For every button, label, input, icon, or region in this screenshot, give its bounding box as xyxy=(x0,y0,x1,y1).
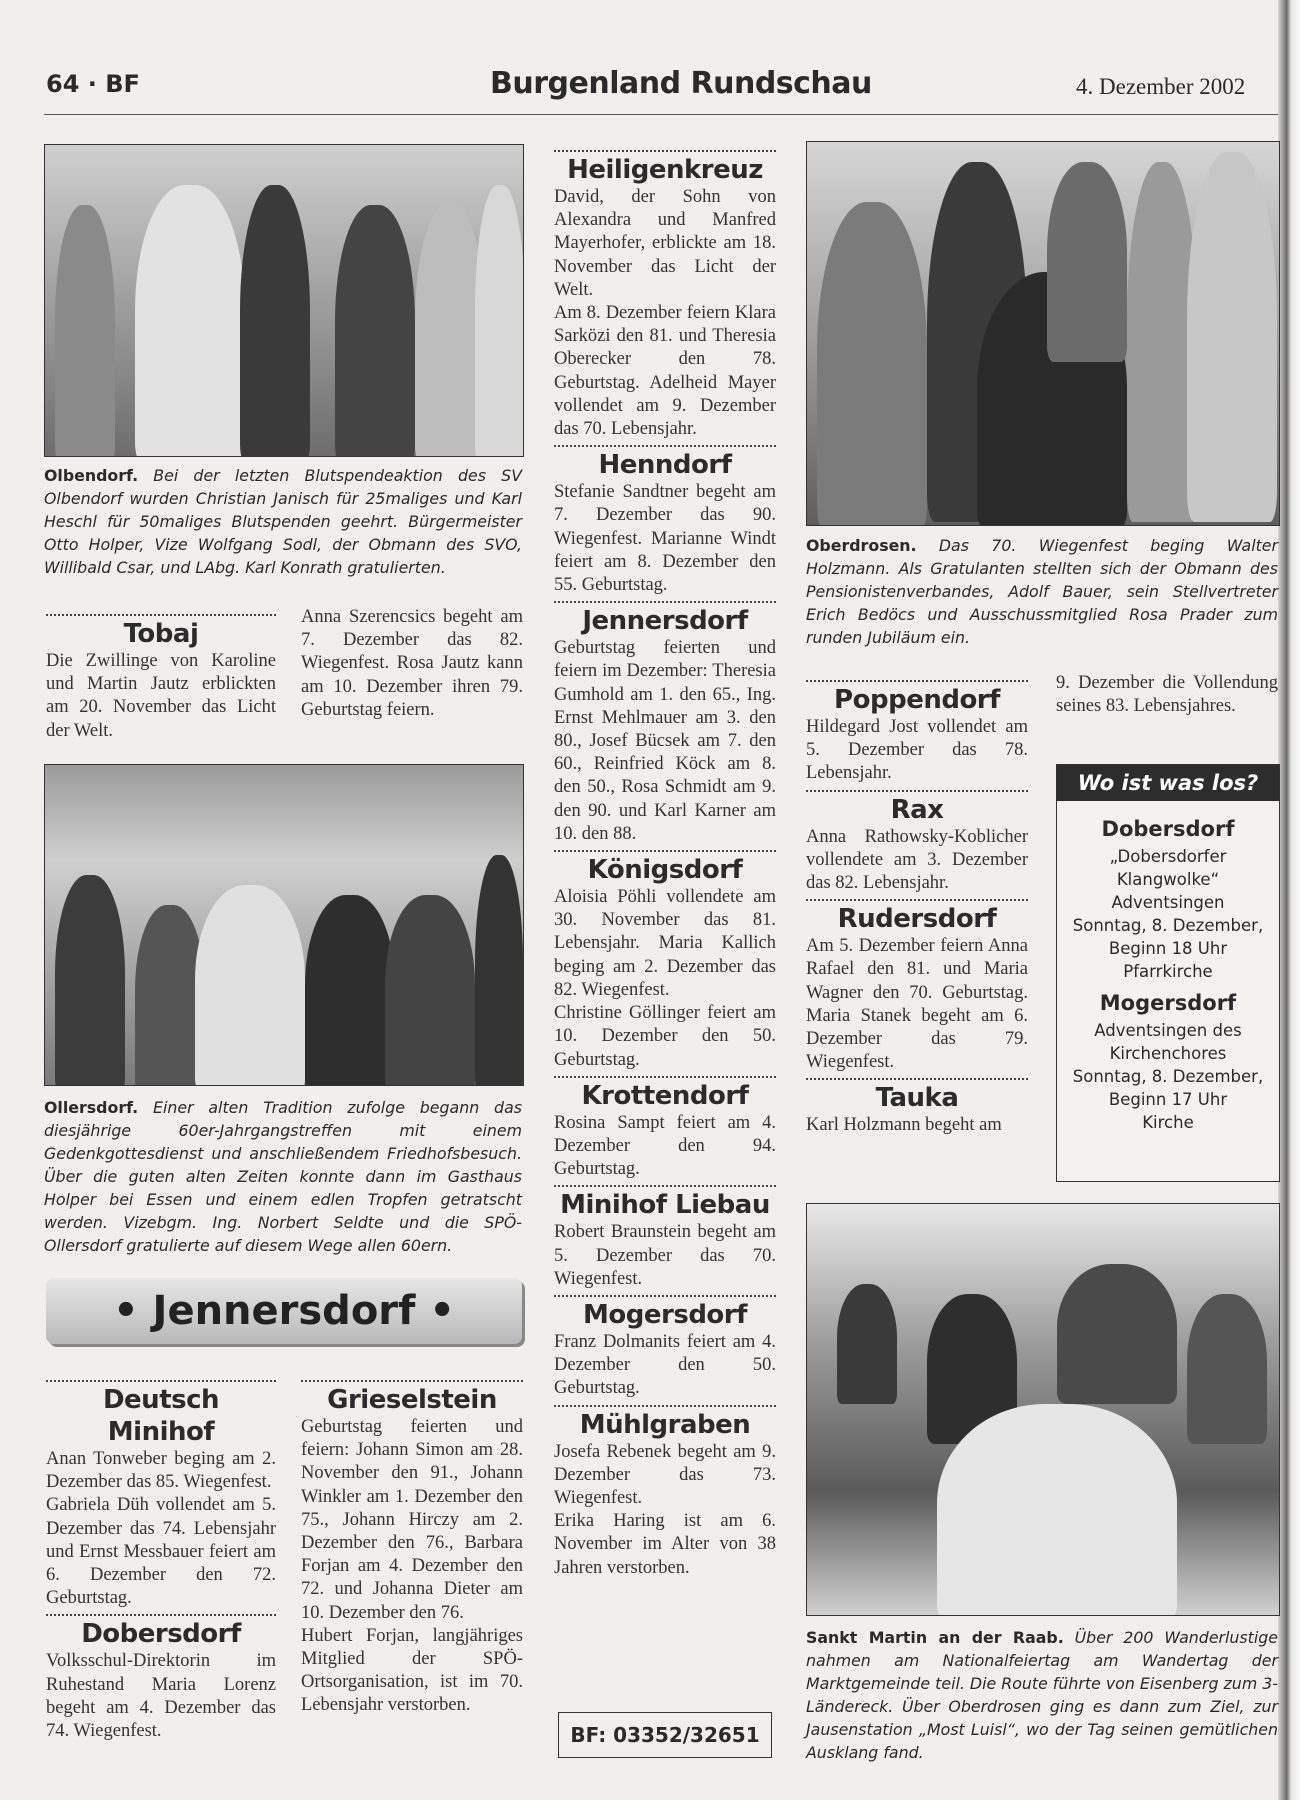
section-title: Dobersdorf xyxy=(81,1619,241,1650)
events-box xyxy=(1056,764,1280,1182)
section-minihof-liebau xyxy=(554,1185,776,1291)
section-text: Am 8. Dezember feiern Klara Sarközi den 81. und Theresia Oberecker den 78. Geburtstag. Adelheid Mayer vollendet am 9. Dezember das 70. Lebensjahr. xyxy=(554,303,776,440)
section-text: Volksschul-Direktorin im Ruhestand Maria Lorenz begeht am 4. Dezember das 74. Wiegenfest. xyxy=(46,1651,276,1742)
dotted-divider xyxy=(554,150,776,152)
dotted-divider xyxy=(554,1295,776,1297)
section-text: Anna Szerencsics begeht am 7. Dezember das 82. Wiegenfest. Rosa Jautz kann am 10. Dezember ihren 79. Geburtstag feiern. xyxy=(301,607,523,720)
page-number: 64 · BF xyxy=(46,70,140,98)
section-title: Henndorf xyxy=(598,450,732,481)
section-text: Stefanie Sandtner begeht am 7. Dezember das 90. Wiegenfest. Marianne Windt feiert am 8. Dezember den 55. Geburtstag. xyxy=(554,482,776,596)
event-line: Sonntag, 8. Dezember, xyxy=(1072,1067,1264,1086)
dotted-divider xyxy=(554,445,776,447)
section-rax xyxy=(806,790,1028,896)
caption-place: Ollersdorf. xyxy=(44,1098,139,1117)
caption-place: Sankt Martin an der Raab. xyxy=(806,1628,1064,1647)
section-title: Königsdorf xyxy=(587,855,743,886)
page-edge xyxy=(1278,0,1300,1800)
section-title: Tauka xyxy=(875,1083,959,1114)
header-rule xyxy=(44,114,1278,115)
section-text: Anna Rathowsky-Koblicher vollendete am 3. Dezember das 82. Lebensjahr. xyxy=(806,826,1028,894)
section-poppendorf xyxy=(806,680,1028,786)
section-text: Karl Holzmann begeht am xyxy=(806,1115,1002,1136)
section-rudersdorf xyxy=(806,899,1028,1074)
ollersdorf-caption xyxy=(44,1096,522,1257)
col3-left xyxy=(806,676,1028,1138)
region-banner: • Jennersdorf • xyxy=(46,1278,522,1344)
section-title: Deutsch Minihof xyxy=(102,1385,220,1447)
caption-text: Einer alten Tradition zufolge begann das diesjährige 60er-Jahrgangstreffen mit einem Gedenkgottesdienst und anschließendem Friedhofsbesuch. Über die guten alten Zeiten konnte dann im Gasthaus Holper bei Essen und einem edlen Tropfen getratscht werden. Vizebgm. Ing. Norbert Seldte und die SPÖ-Ollersdorf gratulierte auf diesem Wege allen 60ern. xyxy=(44,1098,522,1255)
newspaper-title: Burgenland Rundschau xyxy=(490,66,872,101)
dotted-divider xyxy=(806,899,1028,901)
event-line: Adventsingen des xyxy=(1094,1021,1242,1040)
dotted-divider xyxy=(301,1380,523,1382)
section-text: Die Zwillinge von Karoline und Martin Jautz erblickten am 20. November das Licht der Welt. xyxy=(46,651,276,741)
dotted-divider xyxy=(806,1078,1028,1080)
dotted-divider xyxy=(554,601,776,603)
dotted-divider xyxy=(554,1405,776,1407)
section-grieselstein xyxy=(301,1380,523,1718)
event-line: Sonntag, 8. Dezember, xyxy=(1072,916,1264,935)
section-text: Franz Dolmanits feiert am 4. Dezember den 50. Geburtstag. xyxy=(554,1331,776,1399)
sankt-martin-caption xyxy=(806,1626,1278,1764)
section-text: Josefa Rebenek begeht am 9. Dezember das 73. Wiegenfest. xyxy=(554,1441,776,1508)
caption-place: Oberdrosen. xyxy=(806,536,917,555)
section-text: 9. Dezember die Vollendung seines 83. Lebensjahres. xyxy=(1056,673,1278,717)
section-tobaj xyxy=(46,610,276,743)
event-line: Beginn 17 Uhr xyxy=(1108,1090,1228,1109)
olbendorf-photo xyxy=(44,144,524,457)
section-text: Am 5. Dezember feiern Anna Rafael den 81. und Maria Wagner den 70. Geburtstag. Maria Stanek begeht am 6. Dezember das 79. Wiegenfest. xyxy=(806,936,1028,1073)
section-deutsch-minihof xyxy=(46,1380,276,1610)
col2 xyxy=(554,146,776,1580)
section-text: Hubert Forjan, langjähriges Mitglied der SPÖ-Ortsorganisation, ist im 70. Lebensjahr verstorben. xyxy=(301,1625,523,1716)
olbendorf-caption xyxy=(44,464,522,579)
section-dobersdorf xyxy=(46,1614,276,1743)
section-title: Grieselstein xyxy=(327,1385,497,1415)
oberdrosen-caption xyxy=(806,534,1278,649)
section-königsdorf xyxy=(554,850,776,1072)
dotted-divider xyxy=(46,1614,276,1616)
section-title: Heiligenkreuz xyxy=(567,155,763,185)
caption-text: Über 200 Wanderlustige nahmen am Nationalfeiertag am Wandertag der Marktgemeinde teil. Die Route führte von Eisenberg zum 3-Ländereck. Über Oberdrosen ging es dann zum Ziel, zur Jausenstation „Most Luisl“, wo der Tag seinen gemütlichen Ausklang fand. xyxy=(806,1628,1278,1762)
section-title: Rudersdorf xyxy=(837,904,997,935)
tauka-continued xyxy=(1056,672,1278,718)
section-title: Minihof Liebau xyxy=(560,1190,770,1221)
section-text: Gabriela Düh vollendet am 5. Dezember das 74. Lebensjahr und Ernst Messbauer feiert am 6. Dezember den 72. Geburtstag. xyxy=(46,1495,276,1609)
col1-left xyxy=(46,1376,276,1743)
dotted-divider xyxy=(554,1076,776,1078)
dotted-divider xyxy=(806,790,1028,792)
event-line: Pfarrkirche xyxy=(1123,962,1213,981)
event-line: „Dobersdorfer xyxy=(1109,847,1227,866)
caption-text: Bei der letzten Blutspendeaktion des SV Olbendorf wurden Christian Janisch für 25maliges und Karl Heschl für 50maliges Blutspenden geehrt. Bürgermeister Otto Holper, Vize Wolfgang Sodl, der Obmann des SVO, Willibald Csar, und LAbg. Karl Konrath gratulierten. xyxy=(44,466,523,577)
sankt-martin-photo xyxy=(806,1203,1280,1616)
event-place: Mogersdorf xyxy=(1099,991,1237,1015)
phone-box: BF: 03352/32651 xyxy=(558,1712,772,1758)
events-box-title: Wo ist was los? xyxy=(1057,765,1279,801)
section-tauka xyxy=(806,1078,1028,1137)
dotted-divider xyxy=(554,1185,776,1187)
ollersdorf-photo xyxy=(44,764,524,1086)
section-title: Rax xyxy=(890,794,944,825)
section-text: Aloisia Pöhli vollendete am 30. November das 81. Lebensjahr. Maria Kallich beging am 2. Dezember das 82. Wiegenfest. xyxy=(554,887,776,1000)
section-text: Christine Göllinger feiert am 10. Dezember den 50. Geburtstag. xyxy=(554,1003,776,1070)
section-tobaj-continued xyxy=(301,606,523,722)
section-heiligenkreuz xyxy=(554,150,776,441)
dotted-divider xyxy=(554,850,776,852)
event-line: Beginn 18 Uhr xyxy=(1108,939,1228,958)
section-title: Jennersdorf xyxy=(582,606,748,637)
section-text: Geburtstag feierten und feiern im Dezember: Theresia Gumhold am 1. den 65., Ing. Ernst Mehlmauer am 3. den 80., Josef Bücsek am 7. den 60., Reinfried Köck am 8. den 50., Rosa Schmidt am 9. den 90. und Karl Karner am 10. den 88. xyxy=(554,638,776,844)
section-text: David, der Sohn von Alexandra und Manfred Mayerhofer, erblickte am 18. November das Licht der Welt. xyxy=(554,187,776,300)
section-text: Erika Haring ist am 6. November im Alter von 38 Jahren verstorben. xyxy=(554,1511,776,1578)
section-text: Anan Tonweber beging am 2. Dezember das 85. Wiegenfest. xyxy=(46,1449,276,1493)
dotted-divider xyxy=(46,1380,276,1382)
section-text: Geburtstag feierten und feiern: Johann Simon am 28. November den 91., Johann Winkler am 1. Dezember den 75., Johann Hirczy am 2. Dezember den 76., Barbara Forjan am 4. Dezember den 72. und Johanna Dieter am 10. Dezember den 76. xyxy=(301,1417,523,1623)
section-mogersdorf xyxy=(554,1295,776,1401)
event-place: Dobersdorf xyxy=(1101,817,1235,841)
section-krottendorf xyxy=(554,1076,776,1182)
caption-text: Das 70. Wiegenfest beging Walter Holzmann. Als Gratulanten stellten sich der Obmann des Pensionistenverbandes, Adolf Bauer, sein Stellvertreter Erich Bedöcs und Ausschussmitglied Rosa Prader zum runden Jubiläum ein. xyxy=(806,536,1278,647)
event-line: Kirche xyxy=(1142,1113,1194,1132)
section-title: Mühlgraben xyxy=(579,1409,751,1440)
event-line: Adventsingen xyxy=(1111,893,1225,912)
oberdrosen-photo xyxy=(806,141,1280,526)
caption-place: Olbendorf. xyxy=(44,466,139,485)
event-line: Kirchenchores xyxy=(1109,1044,1227,1063)
section-text: Hildegard Jost vollendet am 5. Dezember das 78. Lebensjahr. xyxy=(806,717,1028,784)
issue-date: 4. Dezember 2002 xyxy=(1076,74,1246,99)
section-text: Robert Braunstein begeht am 5. Dezember das 70. Wiegenfest. xyxy=(554,1222,776,1289)
section-jennersdorf xyxy=(554,601,776,846)
section-title: Mogersdorf xyxy=(583,1299,747,1330)
section-title: Krottendorf xyxy=(581,1080,749,1111)
section-text: Rosina Sampt feiert am 4. Dezember den 94. Geburtstag. xyxy=(554,1112,776,1180)
section-title: Tobaj xyxy=(123,619,199,649)
col1-right xyxy=(301,1376,523,1718)
section-mühlgraben xyxy=(554,1405,776,1580)
event-line: Klangwolke“ xyxy=(1116,870,1220,889)
section-henndorf xyxy=(554,445,776,597)
dotted-divider xyxy=(806,680,1028,682)
section-title: Poppendorf xyxy=(834,685,1000,715)
